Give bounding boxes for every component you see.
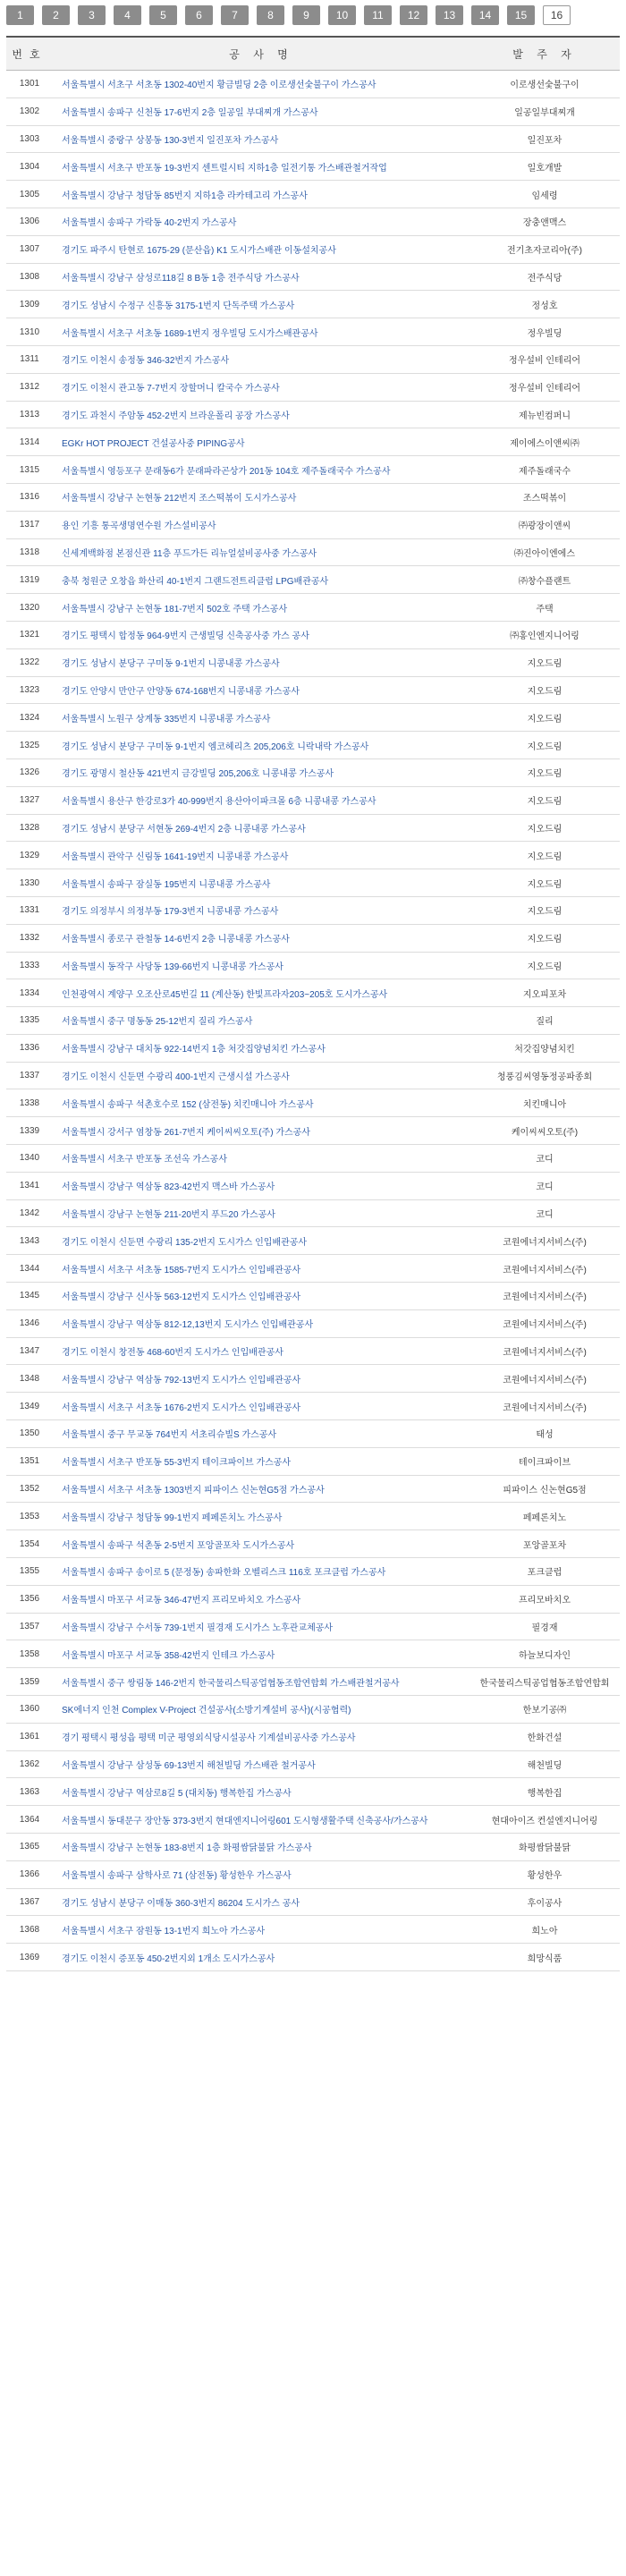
row-project-link[interactable]: 서울특별시 강남구 청담동 99-1번지 페페론치노 가스공사 bbox=[53, 1503, 470, 1530]
row-client: 한보기공㈜ bbox=[470, 1696, 620, 1724]
row-client: 화평쌈닭불닭 bbox=[470, 1834, 620, 1861]
row-number: 1341 bbox=[6, 1172, 53, 1199]
row-project-link[interactable]: 서울특별시 강남구 대치동 922-14번지 1층 처갓집양념치킨 가스공사 bbox=[53, 1034, 470, 1062]
row-number: 1353 bbox=[6, 1503, 53, 1530]
row-number: 1348 bbox=[6, 1365, 53, 1393]
row-number: 1309 bbox=[6, 291, 53, 318]
table-row bbox=[6, 566, 620, 594]
row-client: 지오드림 bbox=[470, 732, 620, 759]
row-project-link[interactable]: 서울특별시 서초구 반포동 55-3번지 테이크파이브 가스공사 bbox=[53, 1447, 470, 1475]
row-project-link[interactable]: 서울특별시 강남구 삼성로118길 8 B동 1층 전주식당 가스공사 bbox=[53, 263, 470, 291]
row-number: 1305 bbox=[6, 181, 53, 208]
table-row bbox=[6, 786, 620, 814]
row-number: 1339 bbox=[6, 1117, 53, 1145]
row-client: 후이공사 bbox=[470, 1888, 620, 1916]
row-client: 제이에스이앤씨㈜ bbox=[470, 428, 620, 456]
row-project-link[interactable]: 경기도 성남시 분당구 구미동 9-1번지 니콩내콩 가스공사 bbox=[53, 648, 470, 676]
row-client: 지오드림 bbox=[470, 952, 620, 979]
row-project-link[interactable]: 경기도 성남시 분당구 구미동 9-1번지 엠코헤리츠 205,206호 니락내락 가스공사 bbox=[53, 732, 470, 759]
row-client: 페페론치노 bbox=[470, 1503, 620, 1530]
row-number: 1303 bbox=[6, 125, 53, 153]
row-project-link[interactable]: 경기도 이천시 신둔면 수광리 135-2번지 도시가스 인입배관공사 bbox=[53, 1227, 470, 1255]
row-project-link[interactable]: 서울특별시 송파구 신천동 17-6번지 2층 일공일 부대찌개 가스공사 bbox=[53, 97, 470, 125]
row-number: 1318 bbox=[6, 538, 53, 566]
row-project-link[interactable]: 서울특별시 종로구 관철동 14-6번지 2층 니콩내콩 가스공사 bbox=[53, 924, 470, 952]
row-client: 제주돌래국수 bbox=[470, 456, 620, 484]
row-project-link[interactable]: 용인 기흥 통곡생명연수원 가스설비공사 bbox=[53, 511, 470, 538]
table-row bbox=[6, 401, 620, 428]
table-row bbox=[6, 621, 620, 648]
row-number: 1364 bbox=[6, 1806, 53, 1834]
table-row bbox=[6, 1145, 620, 1173]
row-project-link[interactable]: 경기도 성남시 분당구 이매동 360-3번지 86204 도시가스 공사 bbox=[53, 1888, 470, 1916]
table-row bbox=[6, 952, 620, 979]
row-project-link[interactable]: 서울특별시 용산구 한강로3가 40-999번지 용산아이파크몰 6층 니콩내콩 가스공사 bbox=[53, 786, 470, 814]
page-button-12[interactable]: 12 bbox=[400, 5, 427, 25]
row-client: 해천빌딩 bbox=[470, 1750, 620, 1778]
row-number: 1308 bbox=[6, 263, 53, 291]
row-project-link[interactable]: 서울특별시 강남구 역삼동 792-13번지 도시가스 인입배관공사 bbox=[53, 1365, 470, 1393]
table-row bbox=[6, 1888, 620, 1916]
row-number: 1302 bbox=[6, 97, 53, 125]
row-client: 치킨매니아 bbox=[470, 1089, 620, 1117]
row-client: 이로생선숯불구이 bbox=[470, 71, 620, 98]
row-project-link[interactable]: 서울특별시 강남구 수서동 739-1번지 필경재 도시가스 노후관교체공사 bbox=[53, 1613, 470, 1640]
row-number: 1307 bbox=[6, 235, 53, 263]
row-number: 1335 bbox=[6, 1007, 53, 1035]
row-project-link[interactable]: 경기도 의정부시 의정부동 179-3번지 니콩내콩 가스공사 bbox=[53, 896, 470, 924]
row-number: 1350 bbox=[6, 1420, 53, 1448]
row-client: 지오드림 bbox=[470, 758, 620, 786]
page-button-8[interactable]: 8 bbox=[257, 5, 284, 25]
table-row bbox=[6, 235, 620, 263]
table-row bbox=[6, 1393, 620, 1420]
row-client: 코원에너지서비스(주) bbox=[470, 1283, 620, 1310]
row-client: 필경재 bbox=[470, 1613, 620, 1640]
table-row bbox=[6, 1117, 620, 1145]
row-number: 1363 bbox=[6, 1778, 53, 1806]
row-number: 1357 bbox=[6, 1613, 53, 1640]
page-button-2[interactable]: 2 bbox=[42, 5, 70, 25]
row-client: ㈜홍인엔지니어링 bbox=[470, 621, 620, 648]
table-row bbox=[6, 483, 620, 511]
row-number: 1368 bbox=[6, 1916, 53, 1944]
row-project-link[interactable]: EGKr HOT PROJECT 건설공사중 PIPING공사 bbox=[53, 428, 470, 456]
table-row bbox=[6, 896, 620, 924]
row-number: 1356 bbox=[6, 1585, 53, 1613]
row-number: 1314 bbox=[6, 428, 53, 456]
row-client: 테이크파이브 bbox=[470, 1447, 620, 1475]
table-row bbox=[6, 1089, 620, 1117]
row-client: 정우설비 인테리어 bbox=[470, 373, 620, 401]
row-client: 장충앤맥스 bbox=[470, 208, 620, 235]
table-row bbox=[6, 979, 620, 1007]
row-number: 1334 bbox=[6, 979, 53, 1007]
row-number: 1338 bbox=[6, 1089, 53, 1117]
table-row bbox=[6, 1778, 620, 1806]
row-client: 현대아이즈 컨설엔지니어링 bbox=[470, 1806, 620, 1834]
row-number: 1336 bbox=[6, 1034, 53, 1062]
table-body bbox=[6, 71, 620, 1971]
table-row bbox=[6, 842, 620, 869]
row-client: 케이씨씨오토(주) bbox=[470, 1117, 620, 1145]
row-client: 황성한우 bbox=[470, 1860, 620, 1888]
table-row bbox=[6, 1172, 620, 1199]
row-project-link[interactable]: 서울특별시 중구 무교동 764번지 서초리슈빌S 가스공사 bbox=[53, 1420, 470, 1448]
row-client: 지오드림 bbox=[470, 896, 620, 924]
row-project-link[interactable]: 서울특별시 서초구 잠원동 13-1번지 희노아 가스공사 bbox=[53, 1916, 470, 1944]
row-project-link[interactable]: 서울특별시 서초구 서초동 1689-1번지 정우빌딩 도시가스배관공사 bbox=[53, 318, 470, 346]
row-client: ㈜진아이엔에스 bbox=[470, 538, 620, 566]
row-project-link[interactable]: 서울특별시 강남구 삼성동 69-13번지 해천빌딩 가스배관 철거공사 bbox=[53, 1750, 470, 1778]
page-button-14[interactable]: 14 bbox=[471, 5, 499, 25]
row-client: ㈜광장이앤씨 bbox=[470, 511, 620, 538]
table-row bbox=[6, 1944, 620, 1971]
row-project-link[interactable]: 서울특별시 송파구 석촌호수로 152 (삼전동) 치킨매니아 가스공사 bbox=[53, 1089, 470, 1117]
row-number: 1359 bbox=[6, 1668, 53, 1696]
page-button-15[interactable]: 15 bbox=[507, 5, 535, 25]
row-number: 1324 bbox=[6, 704, 53, 732]
table-row bbox=[6, 1723, 620, 1750]
table-row bbox=[6, 1668, 620, 1696]
row-project-link[interactable]: 경기도 평택시 합정동 964-9번지 근생빌딩 신축공사중 가스 공사 bbox=[53, 621, 470, 648]
row-number: 1312 bbox=[6, 373, 53, 401]
row-client: 희노아 bbox=[470, 1916, 620, 1944]
row-client: 한국물리스틱공업협동조합연합회 bbox=[470, 1668, 620, 1696]
table-row bbox=[6, 428, 620, 456]
page-button-9[interactable]: 9 bbox=[292, 5, 320, 25]
row-project-link[interactable]: 경기도 파주시 탄현로 1675-29 (문산읍) K1 도시가스배관 이동설치공사 bbox=[53, 235, 470, 263]
row-client: 임세령 bbox=[470, 181, 620, 208]
row-client: 제뉴빈컴퍼니 bbox=[470, 401, 620, 428]
page-button-11[interactable]: 11 bbox=[364, 5, 392, 25]
pagination bbox=[6, 5, 579, 29]
page-button-7[interactable]: 7 bbox=[221, 5, 249, 25]
table-row bbox=[6, 1834, 620, 1861]
table-row bbox=[6, 373, 620, 401]
row-number: 1337 bbox=[6, 1062, 53, 1089]
row-project-link[interactable]: SK에너지 인천 Complex V-Project 건설공사(소방기계설비 공사)(시공협력) bbox=[53, 1696, 470, 1724]
table-row bbox=[6, 1034, 620, 1062]
table-row bbox=[6, 1860, 620, 1888]
table-row bbox=[6, 291, 620, 318]
row-number: 1342 bbox=[6, 1199, 53, 1227]
table-row bbox=[6, 208, 620, 235]
row-project-link[interactable]: 서울특별시 송파구 잠실동 195번지 니콩내콩 가스공사 bbox=[53, 869, 470, 897]
row-client: 지오드림 bbox=[470, 814, 620, 842]
row-number: 1344 bbox=[6, 1255, 53, 1283]
table-row bbox=[6, 594, 620, 622]
row-project-link[interactable]: 서울특별시 관악구 신림동 1641-19번지 니콩내콩 가스공사 bbox=[53, 842, 470, 869]
row-number: 1369 bbox=[6, 1944, 53, 1971]
row-client: 지오드림 bbox=[470, 869, 620, 897]
row-client: 태성 bbox=[470, 1420, 620, 1448]
row-project-link[interactable]: 경기도 과천시 주암동 452-2번지 브라운폴리 공장 가스공사 bbox=[53, 401, 470, 428]
row-project-link[interactable]: 서울특별시 강남구 논현동 183-8번지 1층 화평쌈닭불닭 가스공사 bbox=[53, 1834, 470, 1861]
row-project-link[interactable]: 경기도 이천시 관고동 7-7번지 장할머니 칼국수 가스공사 bbox=[53, 373, 470, 401]
row-project-link[interactable]: 서울특별시 서초구 반포동 19-3번지 센트럴시티 지하1층 일전기통 가스배관철거작업 bbox=[53, 153, 470, 181]
table-row bbox=[6, 704, 620, 732]
table-row bbox=[6, 732, 620, 759]
row-client: 일진포차 bbox=[470, 125, 620, 153]
row-project-link[interactable]: 경기도 이천시 창전동 468-60번지 도시가스 인입배관공사 bbox=[53, 1337, 470, 1365]
table-row bbox=[6, 1696, 620, 1724]
table-row bbox=[6, 758, 620, 786]
row-client: 코원에너지서비스(주) bbox=[470, 1337, 620, 1365]
page-button-6[interactable]: 6 bbox=[185, 5, 213, 25]
table-row bbox=[6, 263, 620, 291]
row-project-link[interactable]: 서울특별시 중구 쌍림동 146-2번지 한국물리스틱공업협동조합연합회 가스배관철거공사 bbox=[53, 1668, 470, 1696]
row-project-link[interactable]: 경기도 성남시 수정구 신흥동 3175-1번지 단독주택 가스공사 bbox=[53, 291, 470, 318]
row-number: 1320 bbox=[6, 594, 53, 622]
table-row bbox=[6, 1309, 620, 1337]
page-button-10[interactable]: 10 bbox=[328, 5, 356, 25]
row-client: 일공일부대찌개 bbox=[470, 97, 620, 125]
row-project-link[interactable]: 서울특별시 강남구 역삼동 823-42번지 맥스바 가스공사 bbox=[53, 1172, 470, 1199]
row-number: 1346 bbox=[6, 1309, 53, 1337]
row-client: ㈜창수플랜트 bbox=[470, 566, 620, 594]
row-client: 프리모바치오 bbox=[470, 1585, 620, 1613]
row-number: 1365 bbox=[6, 1834, 53, 1861]
row-project-link[interactable]: 서울특별시 송파구 삼학사로 71 (삼전동) 황성한우 가스공사 bbox=[53, 1860, 470, 1888]
row-client: 희망식품 bbox=[470, 1944, 620, 1971]
table-row bbox=[6, 1227, 620, 1255]
row-project-link[interactable]: 경기도 이천시 송정동 346-32번지 가스공사 bbox=[53, 345, 470, 373]
row-project-link[interactable]: 충북 청원군 오창읍 화산리 40-1번지 그랜드전트리클럽 LPG배관공사 bbox=[53, 566, 470, 594]
table-row bbox=[6, 538, 620, 566]
row-client: 지오드림 bbox=[470, 648, 620, 676]
row-client: 피파이스 신논현G5점 bbox=[470, 1475, 620, 1503]
row-project-link[interactable]: 서울특별시 강남구 논현동 211-20번지 푸드20 가스공사 bbox=[53, 1199, 470, 1227]
row-client: 하늘보디자인 bbox=[470, 1640, 620, 1668]
table-row bbox=[6, 125, 620, 153]
construction-table bbox=[6, 36, 620, 1971]
page-button-5[interactable]: 5 bbox=[149, 5, 177, 25]
table-row bbox=[6, 1337, 620, 1365]
table-row bbox=[6, 1613, 620, 1640]
row-number: 1325 bbox=[6, 732, 53, 759]
row-number: 1352 bbox=[6, 1475, 53, 1503]
row-project-link[interactable]: 서울특별시 마포구 서교동 358-42번지 인테크 가스공사 bbox=[53, 1640, 470, 1668]
row-number: 1347 bbox=[6, 1337, 53, 1365]
header-project-name: 공 사 명 bbox=[53, 37, 470, 71]
page-button-16[interactable]: 16 bbox=[543, 5, 571, 25]
page-button-13[interactable]: 13 bbox=[436, 5, 463, 25]
row-project-link[interactable]: 서울특별시 강남구 논현동 212번지 조스떡볶이 도시가스공사 bbox=[53, 483, 470, 511]
table-row bbox=[6, 181, 620, 208]
row-number: 1345 bbox=[6, 1283, 53, 1310]
row-client: 지오드림 bbox=[470, 786, 620, 814]
row-client: 지오피포차 bbox=[470, 979, 620, 1007]
row-number: 1323 bbox=[6, 676, 53, 704]
table-row bbox=[6, 1447, 620, 1475]
row-project-link[interactable]: 경기도 성남시 분당구 서현동 269-4번지 2층 니콩내콩 가스공사 bbox=[53, 814, 470, 842]
row-number: 1362 bbox=[6, 1750, 53, 1778]
row-client: 코원에너지서비스(주) bbox=[470, 1255, 620, 1283]
table-row bbox=[6, 153, 620, 181]
row-project-link[interactable]: 서울특별시 강남구 논현동 181-7번지 502호 주택 가스공사 bbox=[53, 594, 470, 622]
row-number: 1331 bbox=[6, 896, 53, 924]
row-project-link[interactable]: 서울특별시 영등포구 문래동6가 문래파라곤상가 201동 104호 제주돌래국수 가스공사 bbox=[53, 456, 470, 484]
row-number: 1343 bbox=[6, 1227, 53, 1255]
row-project-link[interactable]: 서울특별시 강남구 청담동 85번지 지하1층 라카테고리 가스공사 bbox=[53, 181, 470, 208]
row-number: 1355 bbox=[6, 1558, 53, 1586]
row-number: 1316 bbox=[6, 483, 53, 511]
header-client: 발 주 자 bbox=[470, 37, 620, 71]
row-number: 1322 bbox=[6, 648, 53, 676]
table-row bbox=[6, 1420, 620, 1448]
row-project-link[interactable]: 인천광역시 계양구 오조산로45번길 11 (계산동) 한빛프라자203~205호 도시가스공사 bbox=[53, 979, 470, 1007]
row-client: 청풍김씨영동정공파종회 bbox=[470, 1062, 620, 1089]
row-project-link[interactable]: 신세계백화점 본점신관 11층 푸드가든 리뉴얼설비공사중 가스공사 bbox=[53, 538, 470, 566]
row-number: 1366 bbox=[6, 1860, 53, 1888]
table-row bbox=[6, 814, 620, 842]
table-row bbox=[6, 1640, 620, 1668]
page-button-3[interactable]: 3 bbox=[78, 5, 106, 25]
row-client: 지오드림 bbox=[470, 924, 620, 952]
table-row bbox=[6, 648, 620, 676]
row-project-link[interactable]: 서울특별시 강서구 염창동 261-7번지 케이씨씨오토(주) 가스공사 bbox=[53, 1117, 470, 1145]
table-header-row bbox=[6, 37, 620, 71]
table-row bbox=[6, 97, 620, 125]
row-project-link[interactable]: 서울특별시 강남구 역삼로8길 5 (대치동) 행복한집 가스공사 bbox=[53, 1778, 470, 1806]
row-number: 1349 bbox=[6, 1393, 53, 1420]
row-number: 1321 bbox=[6, 621, 53, 648]
table-row bbox=[6, 1585, 620, 1613]
table-row bbox=[6, 1283, 620, 1310]
table-row bbox=[6, 1530, 620, 1558]
row-project-link[interactable]: 서울특별시 동작구 사당동 139-66번지 니콩내콩 가스공사 bbox=[53, 952, 470, 979]
row-project-link[interactable]: 서울특별시 마포구 서교동 346-47번지 프리모바치오 가스공사 bbox=[53, 1585, 470, 1613]
row-project-link[interactable]: 서울특별시 강남구 역삼동 812-12,13번지 도시가스 인입배관공사 bbox=[53, 1309, 470, 1337]
row-number: 1306 bbox=[6, 208, 53, 235]
row-number: 1310 bbox=[6, 318, 53, 346]
row-client: 지오드림 bbox=[470, 676, 620, 704]
row-project-link[interactable]: 서울특별시 서초구 반포동 조선옥 가스공사 bbox=[53, 1145, 470, 1173]
row-client: 포앙골포차 bbox=[470, 1530, 620, 1558]
row-number: 1328 bbox=[6, 814, 53, 842]
row-project-link[interactable]: 경기도 이천시 신둔면 수광리 400-1번지 근생시설 가스공사 bbox=[53, 1062, 470, 1089]
row-number: 1361 bbox=[6, 1723, 53, 1750]
row-number: 1367 bbox=[6, 1888, 53, 1916]
row-client: 정우빌딩 bbox=[470, 318, 620, 346]
table-row bbox=[6, 1007, 620, 1035]
table-row bbox=[6, 1062, 620, 1089]
table-row bbox=[6, 1558, 620, 1586]
row-client: 코디 bbox=[470, 1145, 620, 1173]
table-row bbox=[6, 71, 620, 98]
table-row bbox=[6, 676, 620, 704]
row-number: 1327 bbox=[6, 786, 53, 814]
row-client: 코디 bbox=[470, 1172, 620, 1199]
table-row bbox=[6, 1365, 620, 1393]
table-row bbox=[6, 1199, 620, 1227]
row-number: 1319 bbox=[6, 566, 53, 594]
row-client: 한화건설 bbox=[470, 1723, 620, 1750]
row-project-link[interactable]: 경기 평택시 평성읍 평택 미군 평영외식당시설공사 기계설비공사중 가스공사 bbox=[53, 1723, 470, 1750]
row-number: 1326 bbox=[6, 758, 53, 786]
row-client: 코원에너지서비스(주) bbox=[470, 1309, 620, 1337]
header-number: 번호 bbox=[6, 37, 53, 71]
row-number: 1360 bbox=[6, 1696, 53, 1724]
row-number: 1301 bbox=[6, 71, 53, 98]
row-client: 처갓집양념치킨 bbox=[470, 1034, 620, 1062]
row-number: 1330 bbox=[6, 869, 53, 897]
row-number: 1315 bbox=[6, 456, 53, 484]
page-button-1[interactable]: 1 bbox=[6, 5, 34, 25]
table-row bbox=[6, 456, 620, 484]
row-client: 정성호 bbox=[470, 291, 620, 318]
row-number: 1313 bbox=[6, 401, 53, 428]
table-row bbox=[6, 511, 620, 538]
row-number: 1304 bbox=[6, 153, 53, 181]
table-row bbox=[6, 345, 620, 373]
row-client: 지오드림 bbox=[470, 842, 620, 869]
row-project-link[interactable]: 서울특별시 중랑구 상봉동 130-3번지 일진포차 가스공사 bbox=[53, 125, 470, 153]
row-client: 코원에너지서비스(주) bbox=[470, 1393, 620, 1420]
row-project-link[interactable]: 서울특별시 서초구 서초동 1302-40번지 황금빌딩 2층 이로생선숯불구이 가스공사 bbox=[53, 71, 470, 98]
row-number: 1354 bbox=[6, 1530, 53, 1558]
page-button-4[interactable]: 4 bbox=[114, 5, 141, 25]
table-row bbox=[6, 1503, 620, 1530]
row-project-link[interactable]: 경기도 안양시 만안구 안양동 674-168번지 니콩내콩 가스공사 bbox=[53, 676, 470, 704]
row-client: 지오드림 bbox=[470, 704, 620, 732]
row-project-link[interactable]: 서울특별시 노원구 상계동 335번지 니콩내콩 가스공사 bbox=[53, 704, 470, 732]
table-row bbox=[6, 1475, 620, 1503]
row-project-link[interactable]: 서울특별시 강남구 신사동 563-12번지 도시가스 인입배관공사 bbox=[53, 1283, 470, 1310]
row-client: 전기초자코리아(주) bbox=[470, 235, 620, 263]
row-project-link[interactable]: 서울특별시 송파구 송이로 5 (문정동) 송파한화 오벨리스크 116호 포크클럽 가스공사 bbox=[53, 1558, 470, 1586]
row-number: 1358 bbox=[6, 1640, 53, 1668]
table-row bbox=[6, 1255, 620, 1283]
table-row bbox=[6, 869, 620, 897]
row-number: 1311 bbox=[6, 345, 53, 373]
row-client: 정우설비 인테리어 bbox=[470, 345, 620, 373]
row-number: 1340 bbox=[6, 1145, 53, 1173]
row-project-link[interactable]: 서울특별시 서초구 서초동 1585-7번지 도시가스 인입배관공사 bbox=[53, 1255, 470, 1283]
row-client: 행복한집 bbox=[470, 1778, 620, 1806]
row-number: 1332 bbox=[6, 924, 53, 952]
row-client: 일호개발 bbox=[470, 153, 620, 181]
row-project-link[interactable]: 서울특별시 동대문구 장안동 373-3번지 현대엔지니어링601 도시형생활주택 신축공사/가스공사 bbox=[53, 1806, 470, 1834]
table-row bbox=[6, 1916, 620, 1944]
table-row bbox=[6, 1806, 620, 1834]
row-number: 1317 bbox=[6, 511, 53, 538]
table-row bbox=[6, 1750, 620, 1778]
row-client: 조스떡볶이 bbox=[470, 483, 620, 511]
table-row bbox=[6, 318, 620, 346]
row-client: 질리 bbox=[470, 1007, 620, 1035]
row-client: 포크클럽 bbox=[470, 1558, 620, 1586]
row-client: 코디 bbox=[470, 1199, 620, 1227]
row-number: 1333 bbox=[6, 952, 53, 979]
row-project-link[interactable]: 서울특별시 중구 명동동 25-12번지 질리 가스공사 bbox=[53, 1007, 470, 1035]
row-client: 코원에너지서비스(주) bbox=[470, 1227, 620, 1255]
row-project-link[interactable]: 서울특별시 서초구 서초동 1676-2번지 도시가스 인입배관공사 bbox=[53, 1393, 470, 1420]
row-project-link[interactable]: 서울특별시 서초구 서초동 1303번지 피파이스 신논현G5점 가스공사 bbox=[53, 1475, 470, 1503]
row-project-link[interactable]: 경기도 이천시 증포동 450-2번지외 1개소 도시가스공사 bbox=[53, 1944, 470, 1971]
row-client: 코원에너지서비스(주) bbox=[470, 1365, 620, 1393]
row-project-link[interactable]: 서울특별시 송파구 석촌동 2-5번지 포앙골포차 도시가스공사 bbox=[53, 1530, 470, 1558]
row-client: 전주식당 bbox=[470, 263, 620, 291]
row-number: 1351 bbox=[6, 1447, 53, 1475]
row-project-link[interactable]: 경기도 광명시 철산동 421번지 금강빌딩 205,206호 니콩내콩 가스공사 bbox=[53, 758, 470, 786]
table-row bbox=[6, 924, 620, 952]
row-client: 주택 bbox=[470, 594, 620, 622]
row-project-link[interactable]: 서울특별시 송파구 가락동 40-2번지 가스공사 bbox=[53, 208, 470, 235]
row-number: 1329 bbox=[6, 842, 53, 869]
